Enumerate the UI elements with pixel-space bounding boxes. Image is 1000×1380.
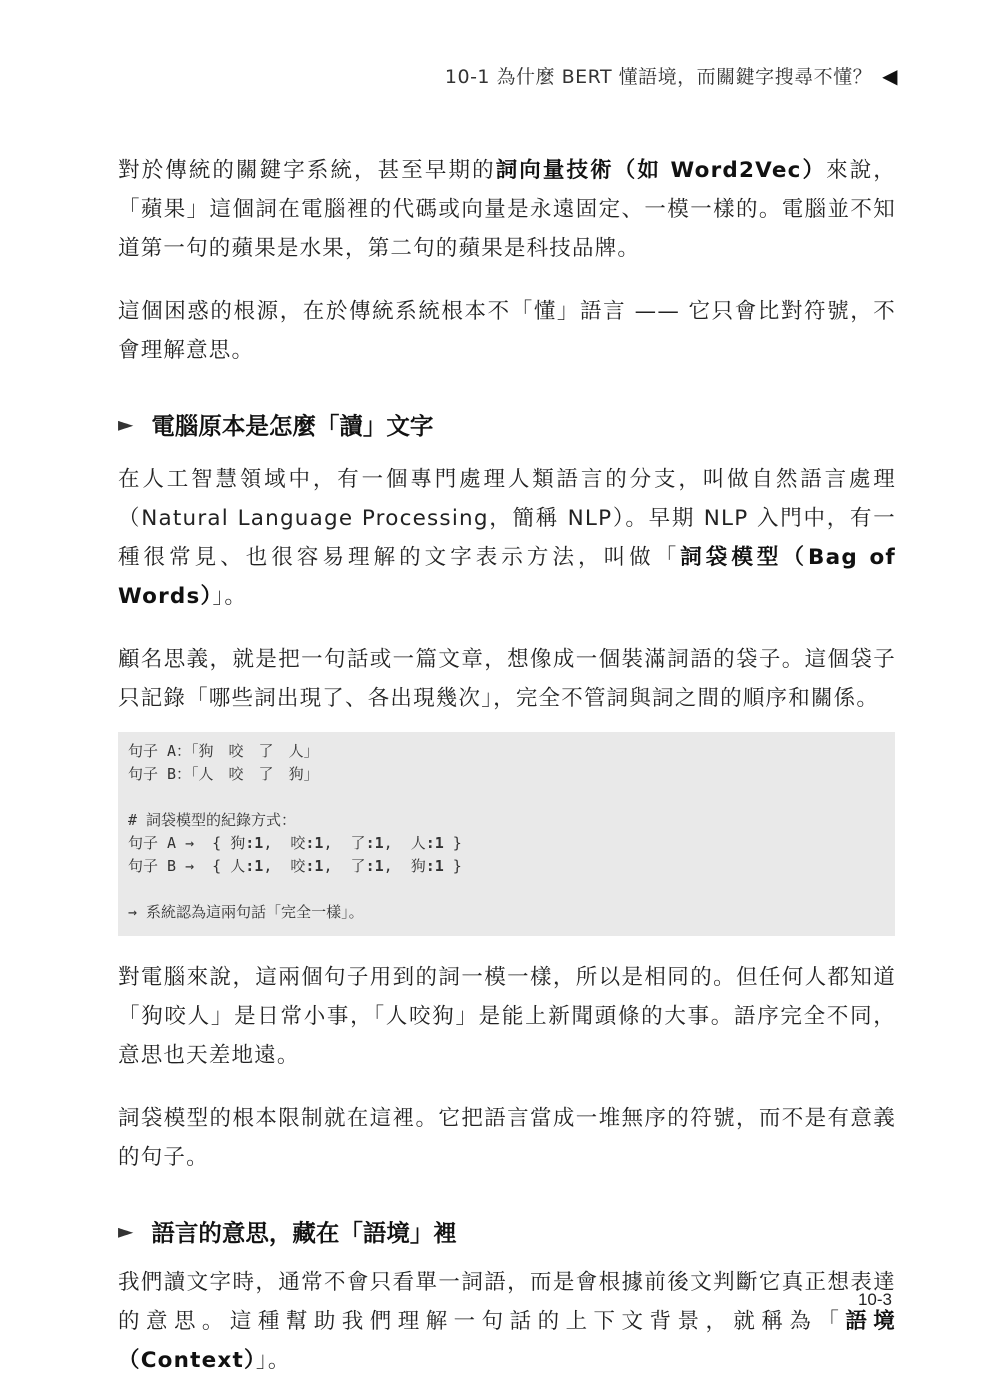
text-run: 來說，「蘋果」這個詞在電腦裡的代碼或向量是永遠固定、一模一樣的。電腦並不知道第一句的蘋果是水果，第二句的蘋果是科技品牌。	[118, 158, 897, 261]
code-blank-line	[128, 786, 885, 809]
page-number: 10-3	[857, 1290, 892, 1309]
code-block	[118, 732, 895, 936]
code-text: , 狗	[383, 857, 426, 875]
text-run: 對於傳統的關鍵字系統，甚至早期的	[118, 158, 496, 183]
page-body	[118, 151, 896, 1380]
bold-term: 詞向量技術（如 Word2Vec）	[495, 158, 827, 183]
code-text: , 咬	[263, 857, 306, 875]
code-text: , 人	[383, 834, 426, 852]
code-count: :1	[245, 857, 264, 875]
paragraph-bag-meaning: 顧名思義，就是把一句話或一篇文章，想像成一個裝滿詞語的袋子。這個袋子只記錄「哪些詞出現了、各出現幾次」，完全不管詞與詞之間的順序和關係。	[118, 647, 896, 711]
back-arrow-icon: ◀	[882, 63, 898, 88]
code-count: :1	[425, 857, 444, 875]
code-text: 句子 B → { 人	[128, 857, 246, 875]
section-title: 電腦原本是怎麼「讀」文字	[151, 412, 434, 440]
text-run: 」。	[255, 1348, 291, 1373]
bold-term: 語境（Context）	[118, 1309, 897, 1373]
code-count: :1	[365, 834, 384, 852]
triangle-bullet-icon: ►	[118, 412, 134, 436]
code-line: 句子 A：「狗 咬 了 人」	[128, 742, 319, 760]
paragraph-limitation: 詞袋模型的根本限制就在這裡。它把語言當成一堆無序的符號，而不是有意義的句子。	[118, 1106, 896, 1170]
code-count: :1	[425, 834, 444, 852]
text-run: 我們讀文字時，通常不會只看單一詞語，而是會根據前後文判斷它真正想表達的意思。這種幫助我們理解一句話的上下文背景，就稱為「	[118, 1270, 896, 1334]
section-title: 語言的意思，藏在「語境」裡	[151, 1219, 457, 1247]
code-text: , 咬	[263, 834, 306, 852]
code-count: :1	[305, 857, 324, 875]
code-count: :1	[305, 834, 324, 852]
code-count: :1	[245, 834, 264, 852]
paragraph-nlp	[118, 460, 896, 616]
code-text: , 了	[323, 857, 366, 875]
code-line	[128, 832, 885, 855]
code-blank-line	[128, 878, 885, 901]
paragraph-root-cause: 這個困惑的根源，在於傳統系統根本不「懂」語言 —— 它只會比對符號，不會理解意思。	[118, 299, 896, 363]
code-line	[128, 855, 885, 878]
paragraph-keyword-systems	[118, 151, 896, 268]
triangle-bullet-icon: ►	[118, 1219, 134, 1243]
code-count: :1	[365, 857, 384, 875]
text-run: 在人工智慧領域中，有一個專門處理人類語言的分支，叫做自然語言處理（Natural Language Processing，簡稱 NLP）。早期 NLP 入門中，有一種很常見、也很容易理解的文字表示方法，叫做「	[118, 467, 896, 570]
code-conclusion: → 系統認為這兩句話「完全一樣」。	[128, 903, 364, 921]
bold-term: 詞袋模型（Bag of Words）	[118, 545, 896, 609]
paragraph-word-order: 對電腦來說，這兩個句子用到的詞一模一樣，所以是相同的。但任何人都知道「狗咬人」是日常小事，「人咬狗」是能上新聞頭條的大事。語序完全不同，意思也天差地遠。	[118, 965, 896, 1068]
text-run: 」。	[212, 584, 248, 609]
running-header	[445, 62, 898, 89]
code-text: }	[443, 857, 462, 875]
code-line: 句子 B：「人 咬 了 狗」	[128, 765, 319, 783]
code-text: , 了	[323, 834, 366, 852]
section-heading-reading	[118, 402, 896, 446]
code-text: }	[443, 834, 462, 852]
code-comment: # 詞袋模型的紀錄方式：	[128, 811, 297, 829]
chapter-title: 10-1 為什麼 BERT 懂語境，而關鍵字搜尋不懂？	[444, 66, 873, 88]
code-text: 句子 A → { 狗	[128, 834, 246, 852]
section-heading-context	[118, 1209, 896, 1253]
paragraph-context	[118, 1263, 896, 1380]
